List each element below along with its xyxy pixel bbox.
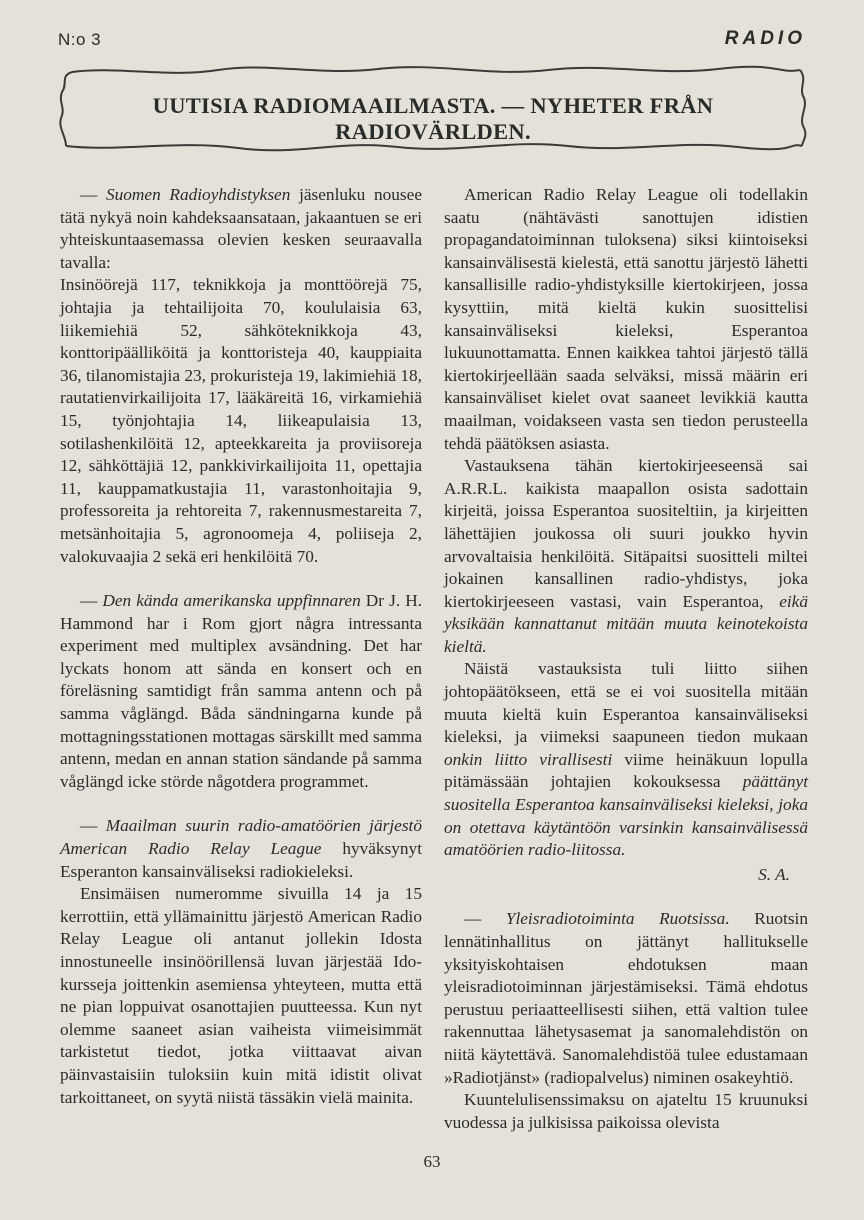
- magazine-title: RADIO: [724, 28, 806, 49]
- banner-title: UUTISIA RADIOMAAILMASTA. — NYHETER FRÅN RADIOVÄRLDEN.: [152, 93, 714, 144]
- paragraph-ido: Ensimäisen numeromme sivuilla 14 ja 15 kerrottiin, että yllämainittu järjestö American Radio Relay League oli antanut jollekin Idosta innostuneelle insinöörillensä luvan järjestää Ido-kursseja joittenkin asemiensa yhteyteen, mutta että ne pian loppuivat osanottajien puutteessa. Kun nyt olemme saaneet asian vaiheista viimeisimmät tarkistetut tiedot, jotka viittaavat aivan päinvastaisiin tuloksiin kuin mitä idistit olivat tarkoittaneet, on syytä niistä tässäkin vielä mainita.: [60, 884, 422, 1107]
- issue-number: N:o 3: [58, 30, 102, 49]
- emphasis: Den kända amerikanska uppfinnaren: [102, 591, 361, 611]
- emphasis: eikä yksikään kannattanut mitään muuta keinotekoista kieltä.: [444, 591, 808, 656]
- paragraph-decision: Näistä vastauksista tuli liitto siihen johtopäätökseen, että se ei voi suositella mitään muuta kieltä kuin Esperantoa kansainväliseksi kieleksi, ja viimeksi saapuneen tiedon mukaan onkin liitto virallisesti viime heinäkuun lopulla pitämässään johtajien kokouksessa päättänyt suositella Esperantoa kansainväliseksi kieleksi, joka on otettava käytäntöön varsinkin kansainvälisessä amatöörien radio-liitossa.: [444, 659, 808, 860]
- emphasis: Suomen Radioyhdistyksen: [106, 185, 291, 204]
- page-number: 63: [423, 1152, 441, 1171]
- signature: S. A.: [758, 864, 790, 884]
- paragraph-hammond: — Den kända amerikanska uppfinnaren Dr J. H. Hammond har i Rom gjort några intressanta experiment med multiplex avsändning. Det har lyckats honom att sända en konsert och en föreläsning samtidigt från samma antenn och på samma våglängd. Båda sändningarna kunde på mottagningsstationen mottagas särskillt med samma antenn, medan en annan station sändande på samma våglängd icke störde någotdera programmet.: [60, 591, 423, 791]
- right-column: [444, 184, 808, 1134]
- emphasis: Yleisradiotoiminta Ruotsissa.: [505, 909, 730, 929]
- paragraph-arrl: — Maailman suurin radio-amatöörien järjestö American Radio Relay League hyväksynyt Esperanton kansainväliseksi radiokieleksi.: [60, 816, 422, 881]
- section-banner: [58, 62, 808, 154]
- paragraph-responses: Vastauksena tähän kiertokirjeeseensä sai A.R.R.L. kaikista maapallon osista sadottain kirjeitä, joissa Esperantoa suositeltiin, ja kirjeitten lähettäjien joukossa oli suuri joukko hyvin arvovaltaisia henkilöitä. Sitäpaitsi suositteli miltei jokainen kansallinen radio-yhdistys, joka kiertokirjeeseen vastasi, vain Esperantoa, eikä yksikään kannattanut mitään muuta keinotekoista kieltä.: [444, 456, 808, 656]
- paragraph-sweden: — Yleisradiotoiminta Ruotsissa. Ruotsin lennätinhallitus on jättänyt hallitukselle yksityiskohtaisen ehdotuksen maan yleisradiotoiminnan järjestämiseksi. Tämä ehdotus perustuu periaatteellisesti siihen, että valtion tulee rakennuttaa lähetysasemat ja sanomalehdistön on niitä käytettävä. Sanomalehdistöä tulee edustamaan »Radiotjänst» (radiopalvelus) niminen osakeyhtiö.: [444, 909, 808, 1087]
- paragraph-occupations: Insinöörejä 117, teknikkoja ja monttöörejä 75, johtajia ja tehtailijoita 70, koululaisia 63, liikemiehiä 52, sähköteknikkoja 43, konttoripäälliköitä ja konttoristeja 40, kauppiaita 36, tilanomistajia 23, prokuristeja 19, lakimiehiä 18, rautatienvirkailijoita 17, lääkäreitä 16, virkamiehiä 15, työnjohtajia 14, liikeapulaisia 13, sotilashenkilöitä 12, apteekkareita ja proviisoreja 12, sähköttäjiä 12, pankkivirkailijoita 11, opettajia 11, kauppamatkustajia 11, varastonhoitajia 9, professoreita ja rehtoreita 7, rakennusmestareita 7, metsänhoitajia 5, agronoomeja 4, poliiseja 2, valokuvaajia 2 sekä eri henkilöitä 70.: [60, 275, 422, 566]
- paragraph-license: Kuuntelulisenssimaksu on ajateltu 15 kruunuksi vuodessa ja julkisissa paikoissa olevista: [444, 1090, 808, 1132]
- paragraph-membership: — Suomen Radioyhdistyksen jäsenluku nousee tätä nykyä noin kahdeksaansataan, jakaantuen se eri yhteiskuntaasemassa olevien kesken seuraavalla tavalla:: [60, 185, 422, 272]
- left-column: [60, 184, 422, 1109]
- paragraph-arrl-circular: American Radio Relay League oli todellakin saatu (nähtävästi sanottujen idistien propagandatoiminnan tuloksena) siksi kiintoiseksi kansainvälisestä kielestä, että sanottu järjestö lähetti kansallisille radio-yhdistyksille kiertokirjeen, jossa kysyttiin, mitä kieltä kukin suosittelisi kansainväliseksi kieleksi, Esperantoa lukuunottamatta. Ennen kaikkea tahtoi järjestö tällä kiertokirjeellään saada selväksi, missä määrin eri kansainväliset kielet ovat saaneet levikkiä kautta maailman, voidakseen vasta sen tiedon perusteella tehdä päätöksen asiasta.: [444, 185, 808, 453]
- emphasis: Maailman suurin radio-amatöörien järjestö American Radio Relay League: [60, 816, 422, 859]
- emphasis: onkin liitto virallisesti: [444, 749, 613, 769]
- emphasis: päättänyt suositella Esperantoa kansainväliseksi kieleksi, joka on otettava käytäntöön varsinkin kansainvälisessä amatöörien radio-liitossa.: [444, 772, 808, 860]
